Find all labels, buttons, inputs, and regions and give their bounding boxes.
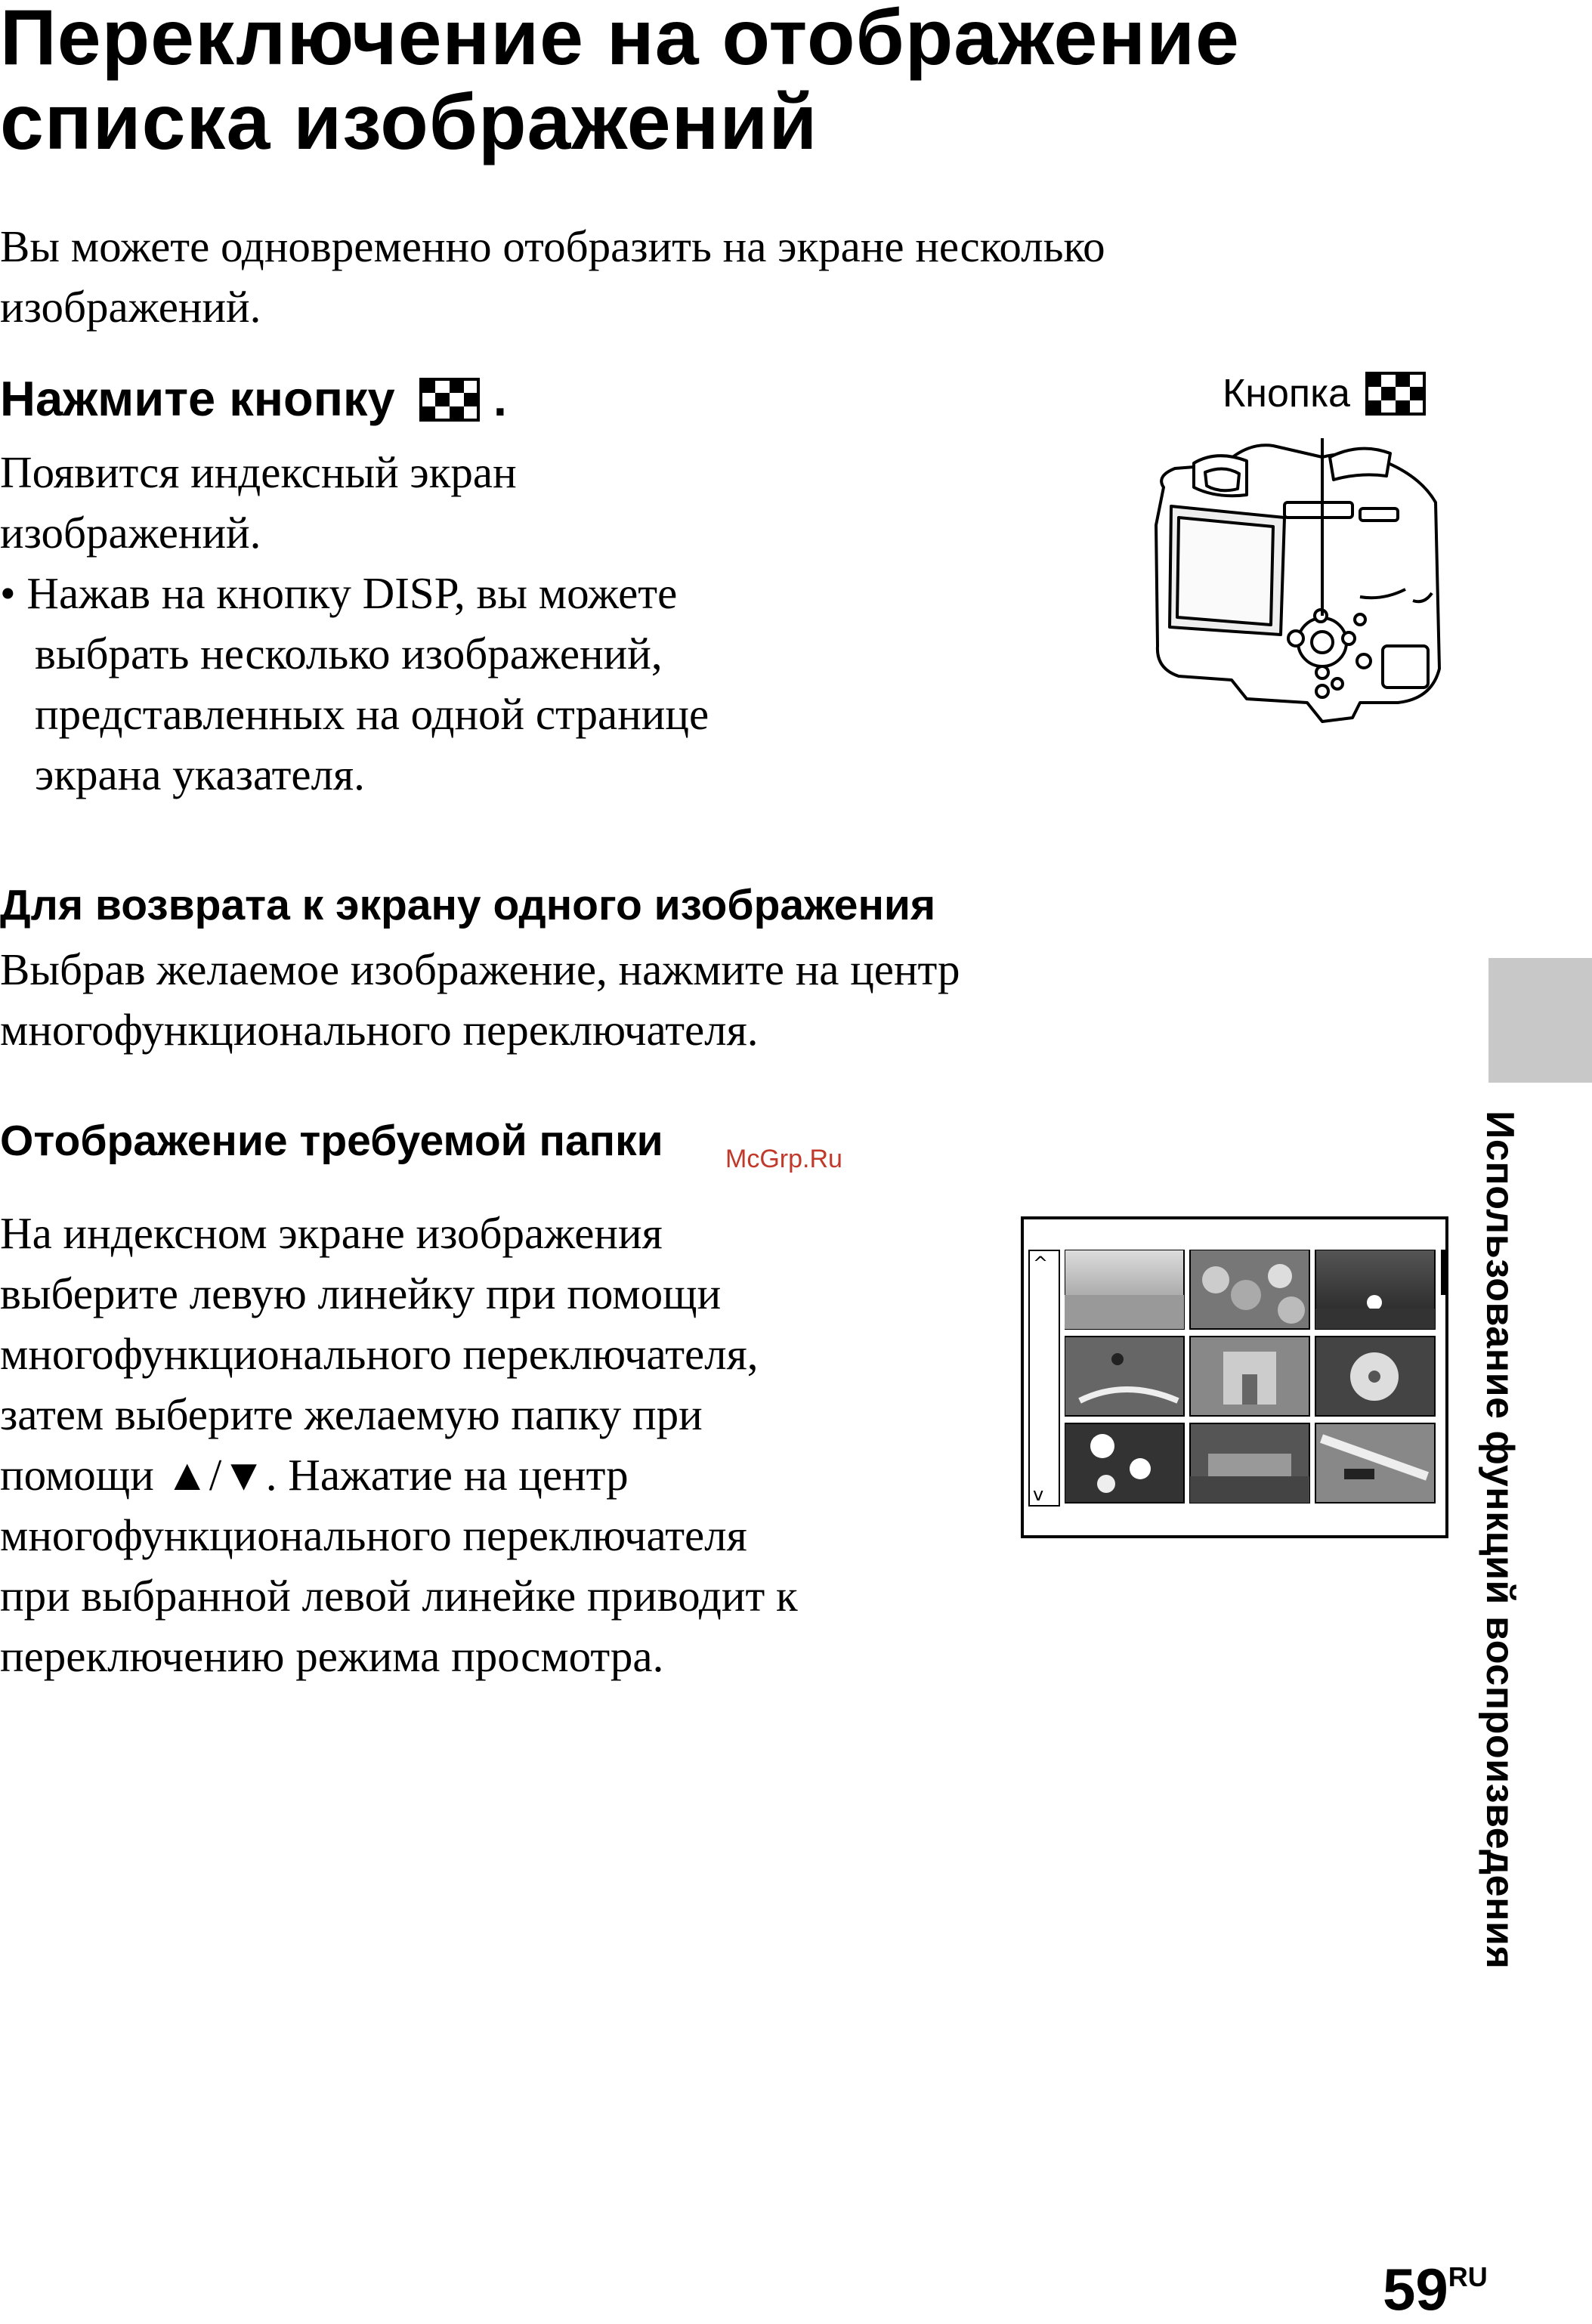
index-screen xyxy=(1021,1216,1448,1538)
section-folder-heading: Отображение требуемой папки xyxy=(0,1117,663,1165)
section-tab-label: Использование функций воспроизведения xyxy=(1478,1111,1522,1970)
page-number-value: 59 xyxy=(1383,2256,1448,2322)
step-heading-text: Нажмите кнопку xyxy=(0,371,395,426)
step-bullet: • Нажав на кнопку DISP, вы можете выбрать несколько изображений, представленных на одной странице экрана указателя. xyxy=(0,568,709,799)
callout-line xyxy=(1321,438,1324,616)
watermark: McGrp.Ru xyxy=(725,1145,842,1173)
thumbnail-grid xyxy=(1065,1250,1438,1507)
step-heading-suffix: . xyxy=(493,371,507,426)
thumbnail-triumphal-arch xyxy=(1190,1337,1309,1416)
step-line-2: изображений. xyxy=(0,508,261,558)
intro-text: Вы можете одновременно отобразить на экране несколько изображений. xyxy=(0,221,1105,332)
thumbnail-train xyxy=(1190,1423,1309,1503)
step-text xyxy=(0,442,831,563)
index-button-icon xyxy=(419,378,480,422)
chevron-up-icon: ^ xyxy=(1033,1253,1049,1274)
thumbnail-race-cars xyxy=(1315,1423,1435,1503)
section-return-text: Выбрав желаемое изображение, нажмите на центр многофункционального переключателя. xyxy=(0,944,960,1055)
camera-figure xyxy=(1133,366,1451,744)
thumbnail-city-skyline xyxy=(1065,1250,1184,1329)
page-title: Переключение на отображение списка изображений xyxy=(0,0,1240,166)
thumbnail-sunset xyxy=(1315,1250,1435,1329)
thumbnail-white-flowers xyxy=(1065,1423,1184,1503)
step-heading xyxy=(0,369,507,429)
page-number-suffix: RU xyxy=(1448,2261,1488,2292)
index-button-icon xyxy=(1365,372,1426,416)
section-tab-marker xyxy=(1488,958,1592,1083)
scrollbar xyxy=(1441,1250,1445,1295)
step-line-1: Появится индексный экран xyxy=(0,447,517,497)
thumbnail-hibiscus xyxy=(1315,1337,1435,1416)
camera-label xyxy=(1223,366,1426,421)
camera-label-text: Кнопка xyxy=(1223,372,1350,416)
chevron-down-icon: v xyxy=(1033,1484,1044,1505)
folder-bar xyxy=(1028,1250,1060,1507)
page-number xyxy=(1383,2255,1488,2324)
section-folder-text: На индексном экране изображения выберите левую линейку при помощи многофункционального переключателя, затем выберите желаемую папку при помощи ▲/▼. Нажатие на центр многофункционального переключателя при выбранной левой линейке приводит к переключению режима просмотра. xyxy=(0,1208,798,1681)
thumbnail-balloons xyxy=(1190,1250,1309,1329)
thumbnail-surfer xyxy=(1065,1337,1184,1416)
section-return-heading: Для возврата к экрану одного изображения xyxy=(0,881,936,929)
camera-body-illustration xyxy=(1133,419,1451,744)
